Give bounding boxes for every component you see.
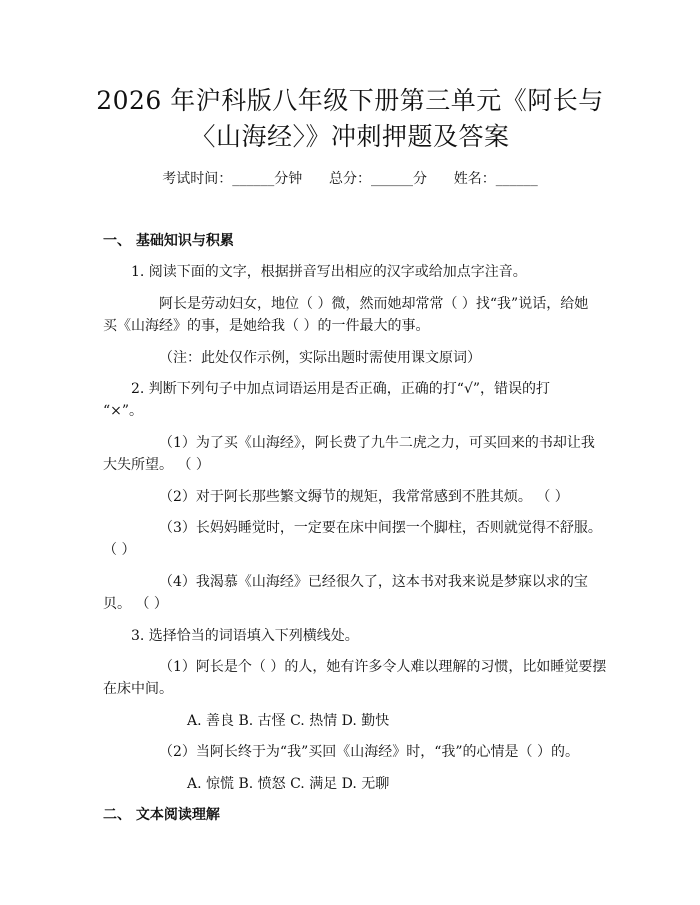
- q3-stem: 3. 选择恰当的词语填入下列横线处。: [131, 628, 359, 644]
- section-1-heading: 一、 基础知识与积累: [103, 233, 234, 249]
- q3-item-2: （2）当阿长终于为“我”买回《山海经》时，“我”的心情是（ ）的。: [159, 744, 579, 760]
- exam-meta: [0, 169, 700, 189]
- q3-item-1-line-1: （1）阿长是个（ ）的人，她有许多令人难以理解的习惯，比如睡觉要摆: [159, 659, 607, 675]
- q1-passage-line-2: 买《山海经》的事，是她给我（ ）的一件最大的事。: [103, 318, 430, 334]
- page-title-line-1: 2026 年沪科版八年级下册第三单元《阿长与: [96, 86, 604, 115]
- section-2-heading: 二、 文本阅读理解: [103, 807, 220, 823]
- q2-item-4-line-2: 贝。 （ ）: [103, 596, 168, 612]
- q2-stem-line-1: 2. 判断下列句子中加点词语运用是否正确，正确的打“√”，错误的打: [131, 381, 551, 397]
- q1-passage-line-1: 阿长是劳动妇女，地位（ ）微，然而她却常常（ ）找“我”说话，给她: [159, 296, 589, 312]
- page-title-line-2: 〈山海经〉》冲刺押题及答案: [190, 122, 510, 151]
- q3-item-1-options: A. 善良 B. 古怪 C. 热情 D. 勤快: [187, 713, 390, 729]
- total-score-field: 总分：______分: [329, 171, 427, 187]
- q2-stem-line-2: “×”。: [103, 403, 144, 419]
- student-name-field: 姓名：______: [453, 171, 538, 187]
- q1-note: （注：此处仅作示例，实际出题时需使用课文原词）: [159, 350, 481, 366]
- q1-stem: 1. 阅读下面的文字，根据拼音写出相应的汉字或给加点字注音。: [131, 264, 527, 280]
- q3-item-1-line-2: 在床中间。: [103, 681, 173, 697]
- q2-item-3-line-1: （3）长妈妈睡觉时，一定要在床中间摆一个脚柱，否则就觉得不舒服。: [159, 520, 602, 536]
- q3-item-2-options: A. 惊慌 B. 愤怒 C. 满足 D. 无聊: [187, 776, 390, 792]
- q2-item-4-line-1: （4）我渴慕《山海经》已经很久了，这本书对我来说是梦寐以求的宝: [159, 574, 588, 590]
- q2-item-1-line-2: 大失所望。 （ ）: [103, 457, 210, 473]
- q2-item-2: （2）对于阿长那些繁文缛节的规矩，我常常感到不胜其烦。 （ ）: [159, 489, 569, 505]
- q2-item-1-line-1: （1）为了买《山海经》，阿长费了九牛二虎之力，可买回来的书却让我: [159, 435, 595, 451]
- exam-time-field: 考试时间：______分钟: [162, 171, 303, 187]
- q2-item-3-line-2: （ ）: [103, 542, 136, 558]
